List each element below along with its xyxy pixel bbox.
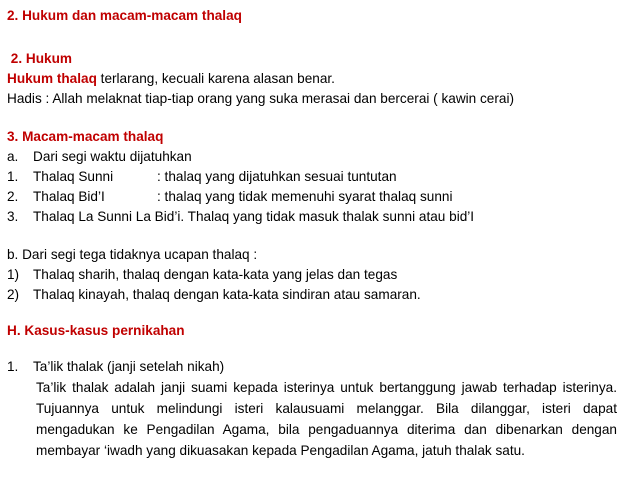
list-term: Thalaq Sunni — [33, 169, 114, 184]
list-item — [7, 358, 224, 376]
list-item — [7, 286, 421, 304]
list-text: Dari segi waktu dijatuhkan — [33, 149, 192, 164]
list-text: : thalaq yang tidak memenuhi syarat thalaq sunni — [157, 189, 453, 204]
list-term: Thalaq Bid’I — [33, 189, 105, 204]
list-marker: 3. — [7, 209, 19, 224]
list-marker: 2) — [7, 287, 20, 302]
list-item — [7, 208, 474, 226]
list-item — [7, 188, 452, 206]
list-marker: a. — [7, 149, 19, 164]
hukum-thalaq-term: Hukum thalaq — [7, 71, 97, 86]
list-text: Thalaq La Sunni La Bid’i. Thalaq yang tidak masuk thalak sunni atau bid’I — [33, 209, 475, 224]
list-marker: 1) — [7, 267, 20, 282]
hadis-line: Hadis : Allah melaknat tiap-tiap orang yang suka merasai dan bercerai ( kawin cerai) — [7, 91, 514, 106]
list-text: : thalaq yang dijatuhkan sesuai tuntutan — [157, 169, 397, 184]
list-text: Ta’lik thalak (janji setelah nikah) — [33, 359, 225, 374]
list-text: Thalaq kinayah, thalaq dengan kata-kata sindiran atau samaran. — [33, 287, 421, 302]
hukum-line — [7, 70, 335, 88]
list-item — [7, 168, 397, 186]
list-marker: 1. — [7, 359, 19, 374]
list-item — [7, 266, 397, 284]
macam-heading: 3. Macam-macam thalaq — [7, 129, 164, 144]
ucapan-heading: b. Dari segi tega tidaknya ucapan thalaq : — [7, 247, 258, 262]
hukum-heading: 2. Hukum — [7, 51, 72, 66]
page-title: 2. Hukum dan macam-macam thalaq — [7, 8, 242, 23]
list-marker: 2. — [7, 189, 19, 204]
list-marker: 1. — [7, 169, 19, 184]
taklik-paragraph: Ta’lik thalak adalah janji suami kepada isterinya untuk bertanggung jawab terhadap isterinya. Tujuannya untuk melindungi isteri kalausuami melanggar. Bila dilanggar, isteri dapat mengadukan ke Pengadilan Agama, bila pengaduannya diterima dan dibenarkan dengan membayar ‘iwadh yang dikuasakan kepada Pengadilan Agama, jatuh thalak satu. — [36, 380, 617, 458]
hukum-description: terlarang, kecuali karena alasan benar. — [96, 71, 335, 86]
kasus-heading: H. Kasus-kasus pernikahan — [7, 323, 185, 338]
list-item — [7, 148, 192, 166]
list-text: Thalaq sharih, thalaq dengan kata-kata yang jelas dan tegas — [33, 267, 398, 282]
